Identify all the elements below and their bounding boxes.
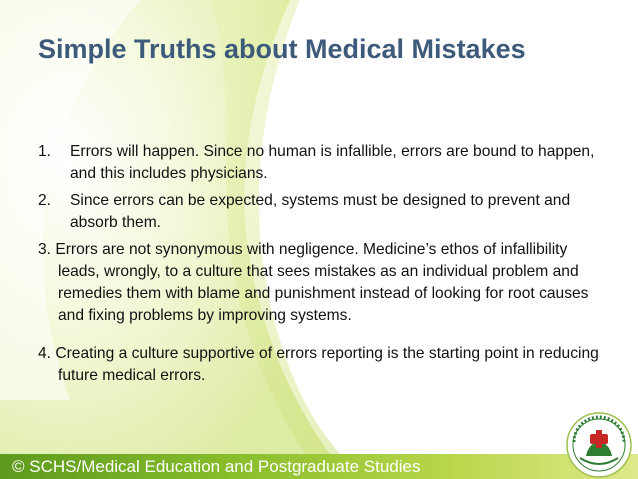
footer-text: © SCHS/Medical Education and Postgraduate Studies xyxy=(12,457,421,476)
list-item-text: Since errors can be expected, systems must be designed to prevent and absorb them. xyxy=(70,192,571,231)
list-item: 3. Errors are not synonymous with negligence. Medicine’s ethos of infallibility leads, wrongly, to a culture that sees mistakes as an individual problem and remedies them with blame and punishment instead of looking for root causes and fixing problems by improving systems. xyxy=(38,241,589,324)
slide-body xyxy=(38,141,613,392)
list-item: 4. Creating a culture supportive of errors reporting is the starting point in reducing future medical errors. xyxy=(38,345,599,384)
schs-logo-emblem xyxy=(566,412,632,478)
list-item-number: 1. xyxy=(38,143,52,160)
list-item-number: 2. xyxy=(38,192,52,209)
list-item-text: Errors will happen. Since no human is infallible, errors are bound to happen, and this includes physicians. xyxy=(70,143,595,182)
list-item xyxy=(38,141,613,185)
slide-title: Simple Truths about Medical Mistakes xyxy=(38,34,526,64)
list-item xyxy=(38,190,613,234)
